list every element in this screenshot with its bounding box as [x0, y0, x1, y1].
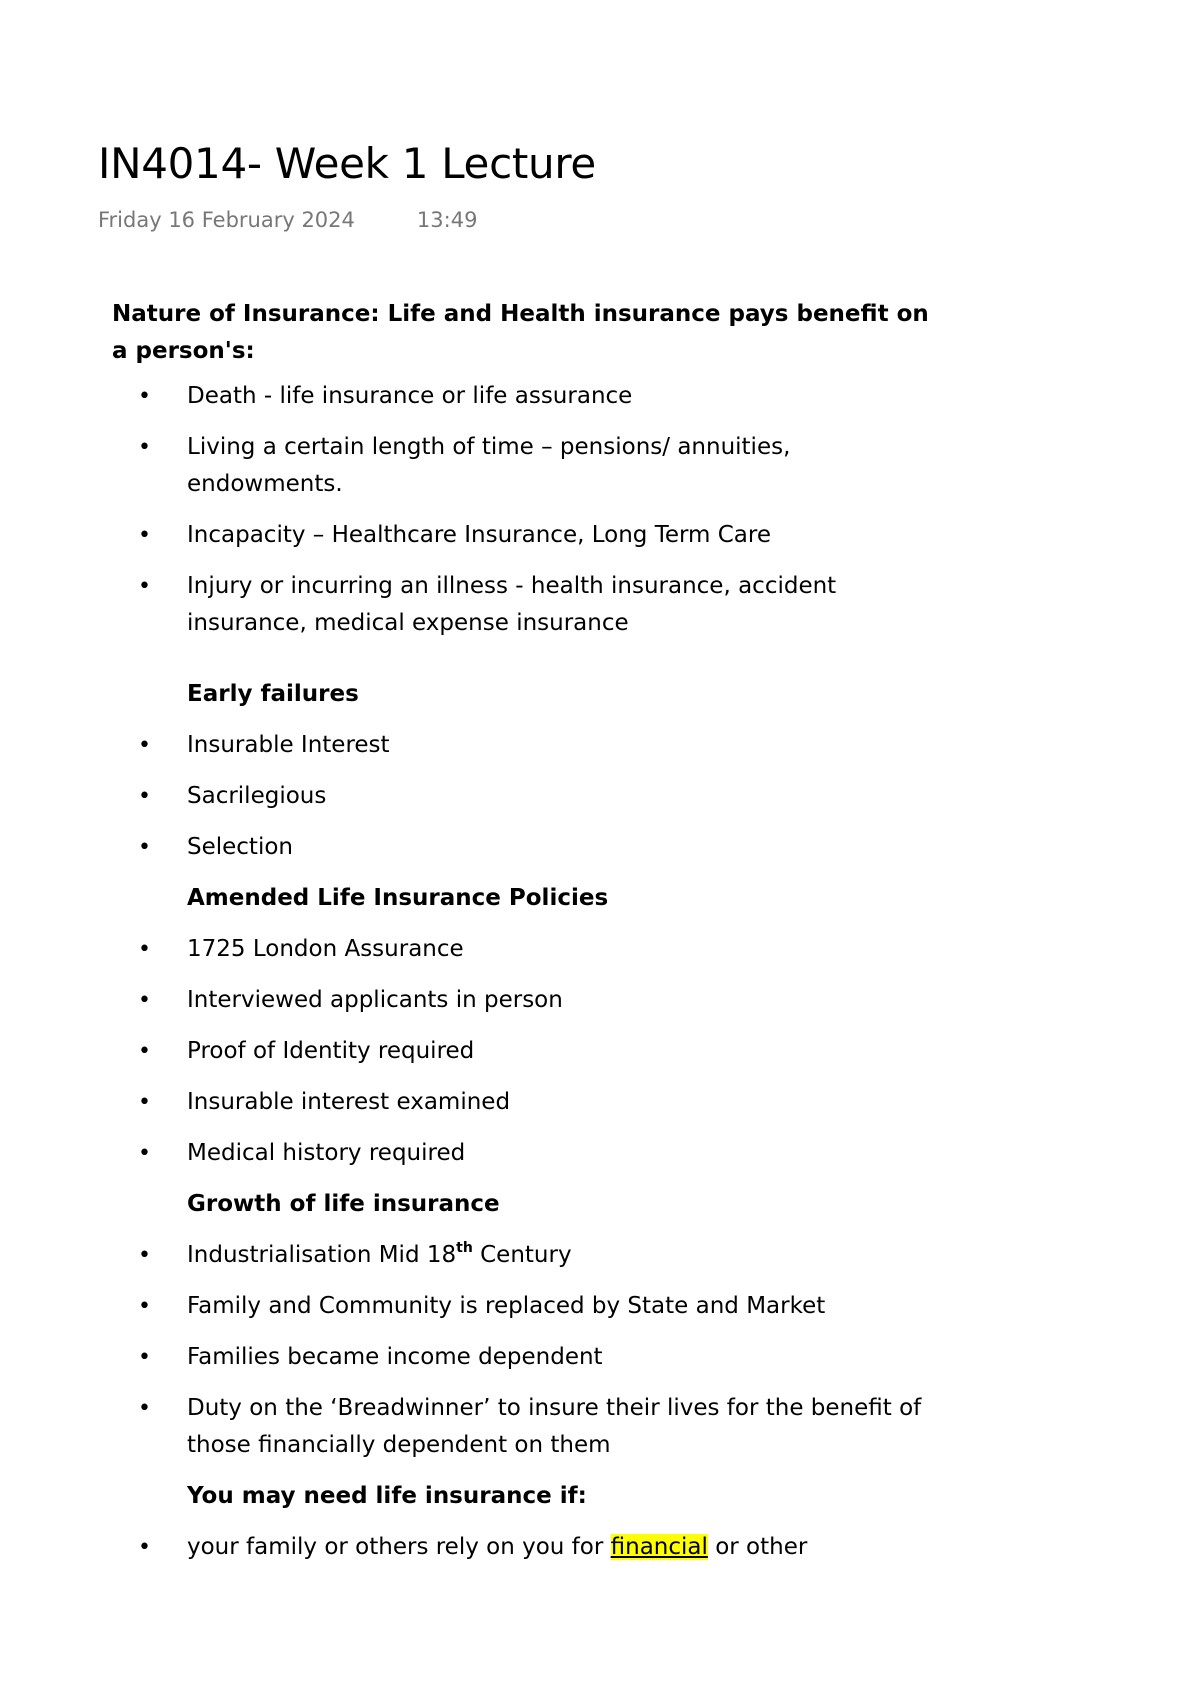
page-date: Friday 16 February 2024: [98, 208, 355, 232]
list-item: [112, 1237, 942, 1274]
section-heading-need: You may need life insurance if:: [187, 1483, 587, 1509]
list-item: [112, 1529, 942, 1566]
section-heading-growth: Growth of life insurance: [187, 1191, 500, 1217]
list-item: • Medical history required: [112, 1135, 942, 1172]
need-text-after: or other: [707, 1534, 808, 1560]
list-item: • Duty on the ‘Breadwinner’ to insure their lives for the benefit of those financially dependent on them: [112, 1390, 942, 1464]
list-item: • Selection: [112, 829, 942, 866]
need-text-before: your family or others rely on you for: [187, 1534, 611, 1560]
list-item: • Injury or incurring an illness - health insurance, accident insurance, medical expense insurance: [112, 568, 942, 642]
note-body: [112, 296, 942, 1580]
list-item: • Interviewed applicants in person: [112, 982, 942, 1019]
early-failures-list: [112, 727, 942, 866]
century-text: Century: [472, 1242, 572, 1268]
list-item: • Proof of Identity required: [112, 1033, 942, 1070]
page-time: 13:49: [416, 208, 478, 232]
page-metadata: [98, 206, 477, 234]
section-heading-early-failures: Early failures: [187, 681, 359, 707]
list-item: • Family and Community is replaced by State and Market: [112, 1288, 942, 1325]
page-title: IN4014- Week 1 Lecture: [98, 139, 596, 188]
list-item: • Families became income dependent: [112, 1339, 942, 1376]
list-item: • Living a certain length of time – pensions/ annuities, endowments.: [112, 429, 942, 503]
list-item: • Insurable interest examined: [112, 1084, 942, 1121]
ordinal-superscript: th: [456, 1240, 473, 1256]
list-item: • Death - life insurance or life assurance: [112, 378, 942, 415]
list-item: • 1725 London Assurance: [112, 931, 942, 968]
list-item: • Incapacity – Healthcare Insurance, Long Term Care: [112, 517, 942, 554]
list-item: • Insurable Interest: [112, 727, 942, 764]
amended-policies-list: [112, 931, 942, 1172]
list-item: • Sacrilegious: [112, 778, 942, 815]
growth-list: [112, 1237, 942, 1464]
highlighted-word: financial: [610, 1534, 708, 1560]
benefits-list: [112, 378, 942, 642]
industrialisation-text: Industrialisation Mid 18: [187, 1242, 457, 1268]
section-heading-amended-policies: Amended Life Insurance Policies: [187, 885, 609, 911]
intro-paragraph: Nature of Insurance: Life and Health insurance pays benefit on a person's:: [112, 301, 929, 364]
need-list: [112, 1529, 942, 1566]
